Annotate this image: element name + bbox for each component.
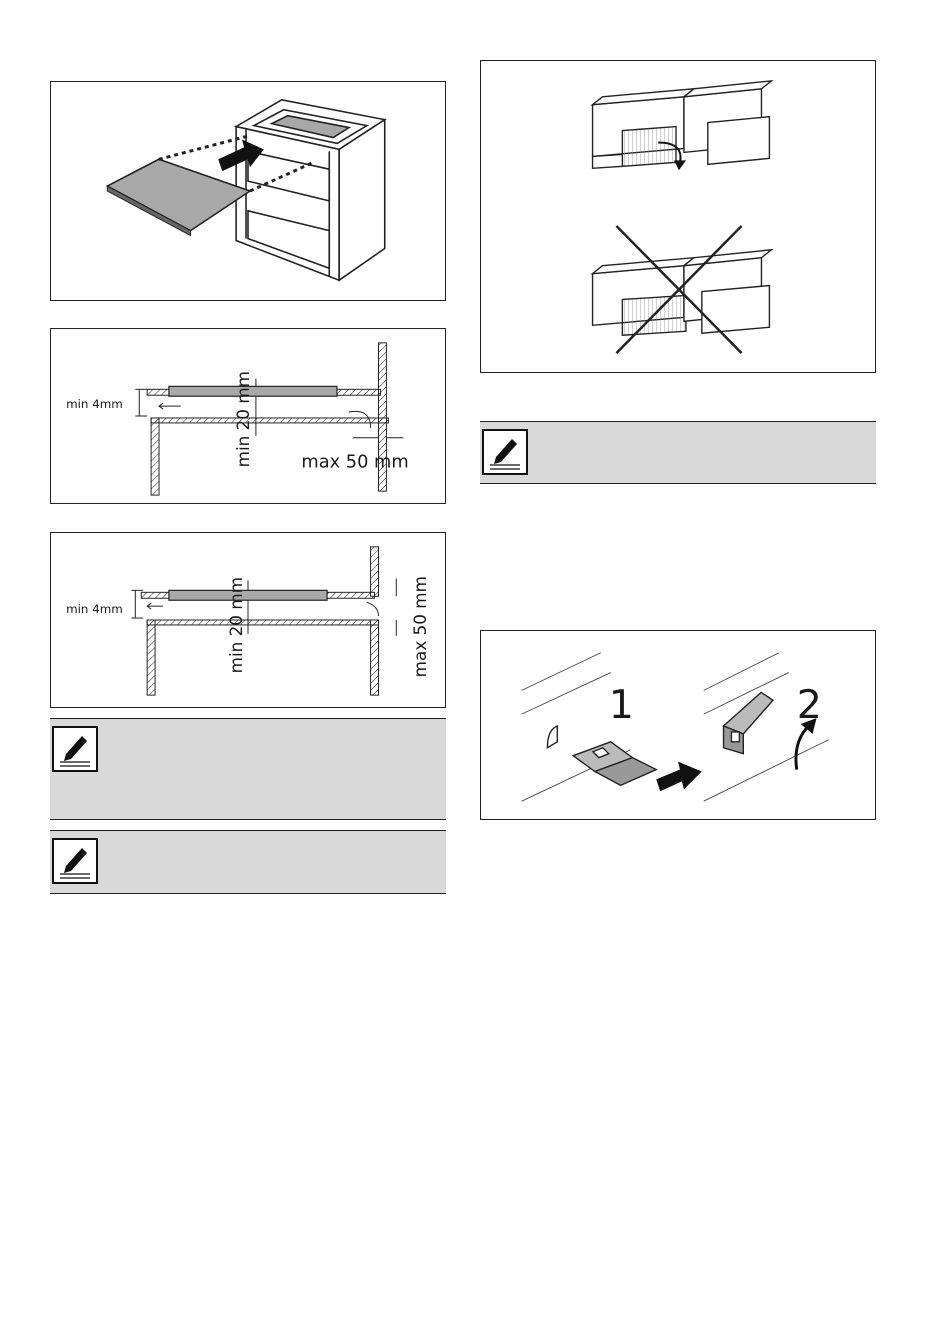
pencil-note-icon (482, 429, 528, 475)
clip-step-2 (724, 692, 773, 753)
correct-joint (593, 81, 772, 168)
step-2-label: 2 (796, 682, 822, 729)
note-box-3 (480, 421, 876, 484)
arrow-icon (656, 762, 702, 792)
pencil-note-icon (52, 726, 98, 772)
min-side-label: min 4mm (66, 602, 123, 617)
figure-clearance-b (50, 532, 446, 708)
step-1-label: 1 (608, 682, 634, 729)
note-box-2 (50, 830, 446, 894)
clip-step-1 (547, 726, 656, 785)
max-gap-label: max 50 mm (409, 575, 430, 678)
max-gap-label: max 50 mm (301, 451, 409, 473)
figure-cabinet-panel (50, 81, 446, 301)
figure-seal-joints (480, 60, 876, 373)
arrow-icon (796, 726, 809, 770)
worktop-section (141, 547, 378, 695)
min-depth-label: min 20 mm (226, 576, 247, 674)
note-box-1 (50, 718, 446, 820)
figure-fixing-clips (480, 630, 876, 820)
pencil-note-icon (52, 838, 98, 884)
min-side-label: min 4mm (66, 397, 123, 412)
cabinet-panel-illustration (51, 82, 445, 300)
figure-clearance-a (50, 328, 446, 504)
min-depth-label: min 20 mm (232, 370, 253, 468)
